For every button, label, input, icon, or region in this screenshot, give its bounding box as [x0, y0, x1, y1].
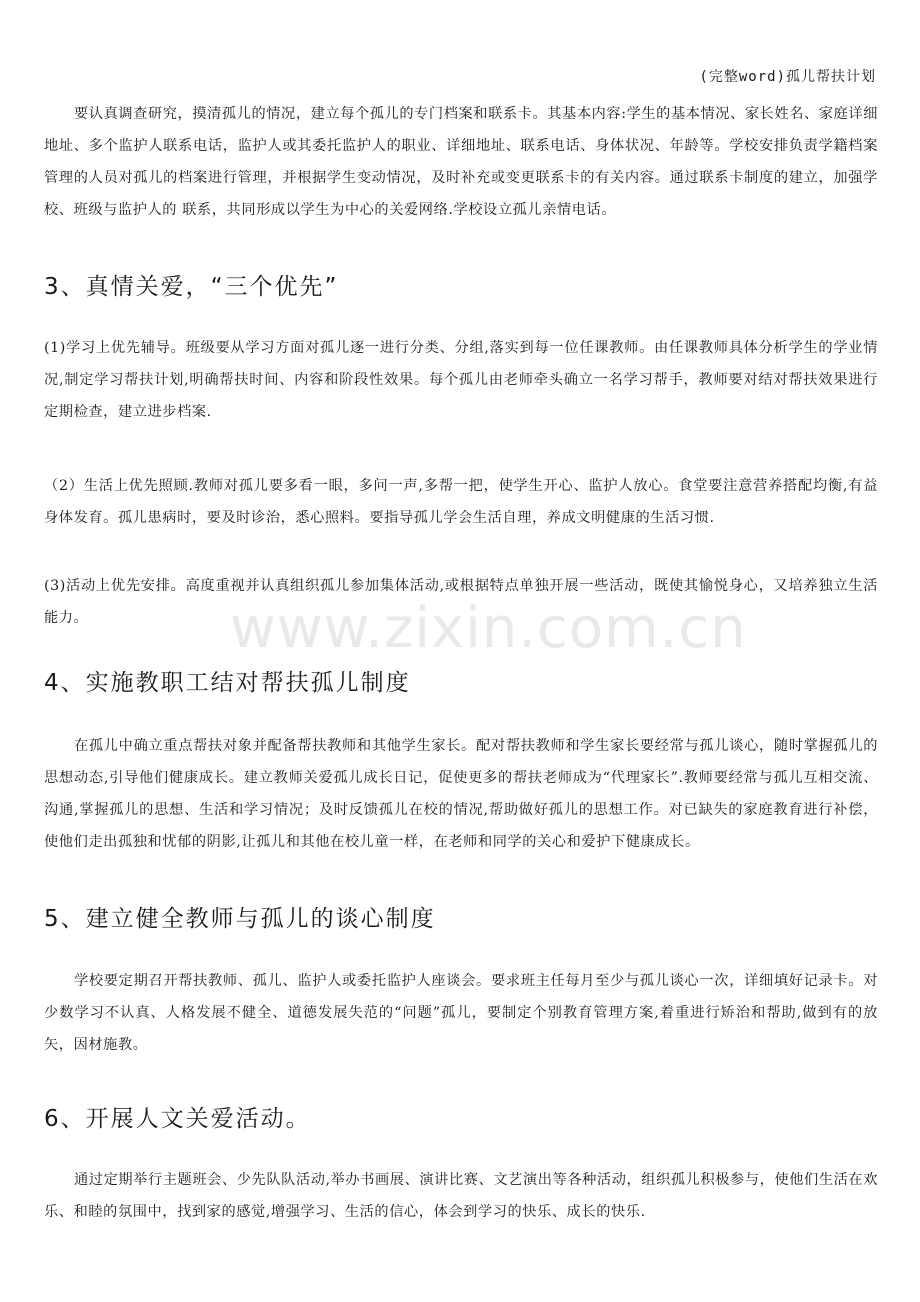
- section-4-heading: 4、实施教职工结对帮扶孤儿制度: [44, 670, 411, 696]
- section-3-item-1: (1)学习上优先辅导。班级要从学习方面对孤儿逐一进行分类、分组,落实到每一位任课教师。由任课教师具体分析学生的学业情况,制定学习帮扶计划,明确帮扶时间、内容和阶段性效果。每个孤儿由老师牵头确立一名学习帮手，教师要对结对帮扶效果进行定期检查，建立进步档案.: [44, 340, 878, 420]
- page-header: (完整word)孤儿帮扶计划: [699, 69, 876, 85]
- section-3-heading: 3、真情关爱，“三个优先”: [44, 274, 339, 300]
- section-3-item-3: (3)活动上优先安排。高度重视并认真组织孤儿参加集体活动,或根据特点单独开展一些活动，既使其愉悦身心，又培养独立生活能力。: [44, 578, 878, 626]
- section-6-heading: 6、开展人文关爱活动。: [44, 1106, 311, 1132]
- section-5-paragraph: 学校要定期召开帮扶教师、孤儿、监护人或委托监护人座谈会。要求班主任每月至少与孤儿谈心一次，详细填好记录卡。对少数学习不认真、人格发展不健全、道德发展失范的“问题”孤儿，要制定个别教育管理方案,着重进行矫治和帮助,做到有的放矢，因材施教。: [44, 973, 878, 1053]
- section-4-paragraph: 在孤儿中确立重点帮扶对象并配备帮扶教师和其他学生家长。配对帮扶教师和学生家长要经常与孤儿谈心，随时掌握孤儿的思想动态,引导他们健康成长。建立教师关爱孤儿成长日记，促使更多的帮扶老师成为“代理家长”.教师要经常与孤儿互相交流、沟通,掌握孤儿的思想、生活和学习情况；及时反馈孤儿在校的情况,帮助做好孤儿的思想工作。对已缺失的家庭教育进行补偿，使他们走出孤独和忧郁的阴影,让孤儿和其他在校儿童一样，在老师和同学的关心和爱护下健康成长。: [44, 738, 878, 850]
- section-6-paragraph: 通过定期举行主题班会、少先队队活动,举办书画展、演讲比赛、文艺演出等各种活动，组织孤儿积极参与，使他们生活在欢乐、和睦的氛围中，找到家的感觉,增强学习、生活的信心，体会到学习的快乐、成长的快乐.: [44, 1172, 878, 1220]
- section-3-item-2: （2）生活上优先照顾.教师对孤儿要多看一眼，多问一声,多帮一把，使学生开心、监护人放心。食堂要注意营养搭配均衡,有益身体发育。孤儿患病时，要及时诊治，悉心照料。要指导孤儿学会生活自理，养成文明健康的生活习惯.: [44, 478, 878, 526]
- watermark: www.zixin.com.cn: [230, 596, 747, 661]
- section-5-heading: 5、建立健全教师与孤儿的谈心制度: [44, 906, 436, 932]
- intro-paragraph: 要认真调查研究，摸清孤儿的情况，建立每个孤儿的专门档案和联系卡。其基本内容:学生的基本情况、家长姓名、家庭详细地址、多个监护人联系电话，监护人或其委托监护人的职业、详细地址、联系电话、身体状况、年龄等。学校安排负责学籍档案管理的人员对孤儿的档案进行管理，并根据学生变动情况，及时补充或变更联系卡的有关内容。通过联系卡制度的建立，加强学校、班级与监护人的 联系，共同形成以学生为中心的关爱网络.学校设立孤儿亲情电话。: [44, 106, 878, 218]
